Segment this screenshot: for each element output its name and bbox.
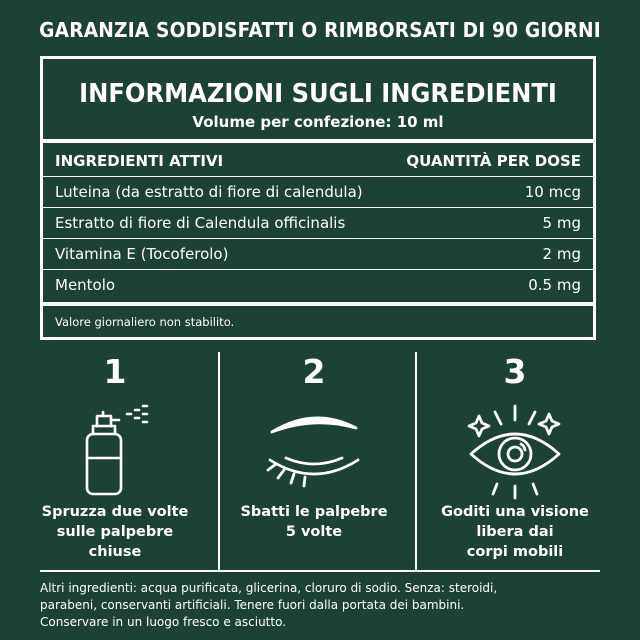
row-divider xyxy=(43,207,593,208)
ingredient-name: Luteina (da estratto di fiore di calendula) xyxy=(55,183,363,201)
row-divider xyxy=(43,269,593,270)
spray-bottle-icon xyxy=(65,400,165,500)
table-bottom-divider xyxy=(43,302,593,306)
step-text-line: Goditi una visione xyxy=(441,504,589,520)
ingredient-amount: 10 mcg xyxy=(524,183,581,201)
step-text-line: corpi mobili xyxy=(466,544,564,560)
footer-divider xyxy=(40,570,600,572)
step-3 xyxy=(425,352,605,572)
column-header-amount: QUANTITÀ PER DOSE xyxy=(406,152,581,170)
panel-title: INFORMAZIONI SUGLI INGREDIENTI xyxy=(79,79,557,109)
table-row xyxy=(55,178,581,206)
step-2 xyxy=(224,352,404,572)
table-header xyxy=(55,147,581,175)
closed-eye-icon xyxy=(264,400,364,500)
ingredient-name: Mentolo xyxy=(55,276,116,294)
step-text-line: libera dai xyxy=(476,524,554,540)
step-text-line: chiuse xyxy=(88,544,142,560)
guarantee-banner: GARANZIA SODDISFATTI O RIMBORSATI DI 90 GIORNI xyxy=(39,18,601,42)
daily-value-note: Valore giornaliero non stabilito. xyxy=(55,315,235,329)
step-divider xyxy=(415,352,417,572)
footer-line: parabeni, conservanti artificiali. Tenere fuori dalla portata dei bambini. xyxy=(40,598,465,612)
step-number: 3 xyxy=(503,352,527,391)
step-number: 2 xyxy=(302,352,326,391)
step-text-line: sulle palpebre xyxy=(56,524,174,540)
table-row xyxy=(55,240,581,268)
step-text-line: Sbatti le palpebre xyxy=(240,504,388,520)
ingredients-panel xyxy=(40,56,596,340)
step-text-line: Spruzza due volte xyxy=(41,504,189,520)
footer-line: Altri ingredienti: acqua purificata, glicerina, cloruro di sodio. Senza: steroidi, xyxy=(40,581,498,595)
table-row xyxy=(55,209,581,237)
step-number: 1 xyxy=(103,352,127,391)
row-divider xyxy=(43,176,593,177)
ingredient-name: Vitamina E (Tocoferolo) xyxy=(55,245,229,263)
footer-line: Conservare in un luogo fresco e asciutto. xyxy=(40,615,287,629)
step-text-line: 5 volte xyxy=(285,524,343,540)
header-divider xyxy=(43,139,593,143)
row-divider xyxy=(43,238,593,239)
panel-subtitle: Volume per confezione: 10 ml xyxy=(192,113,444,131)
table-row xyxy=(55,271,581,299)
step-divider xyxy=(218,352,220,572)
ingredient-amount: 2 mg xyxy=(542,245,581,263)
ingredient-name: Estratto di fiore di Calendula officinalis xyxy=(55,214,346,232)
step-instruction xyxy=(224,502,404,542)
sparkling-eye-icon xyxy=(465,400,565,500)
step-instruction xyxy=(425,502,605,562)
ingredient-amount: 5 mg xyxy=(542,214,581,232)
step-instruction xyxy=(25,502,205,562)
ingredient-amount: 0.5 mg xyxy=(528,276,581,294)
column-header-ingredients: INGREDIENTI ATTIVI xyxy=(55,152,224,170)
step-1 xyxy=(25,352,205,572)
other-ingredients-text xyxy=(40,580,600,631)
